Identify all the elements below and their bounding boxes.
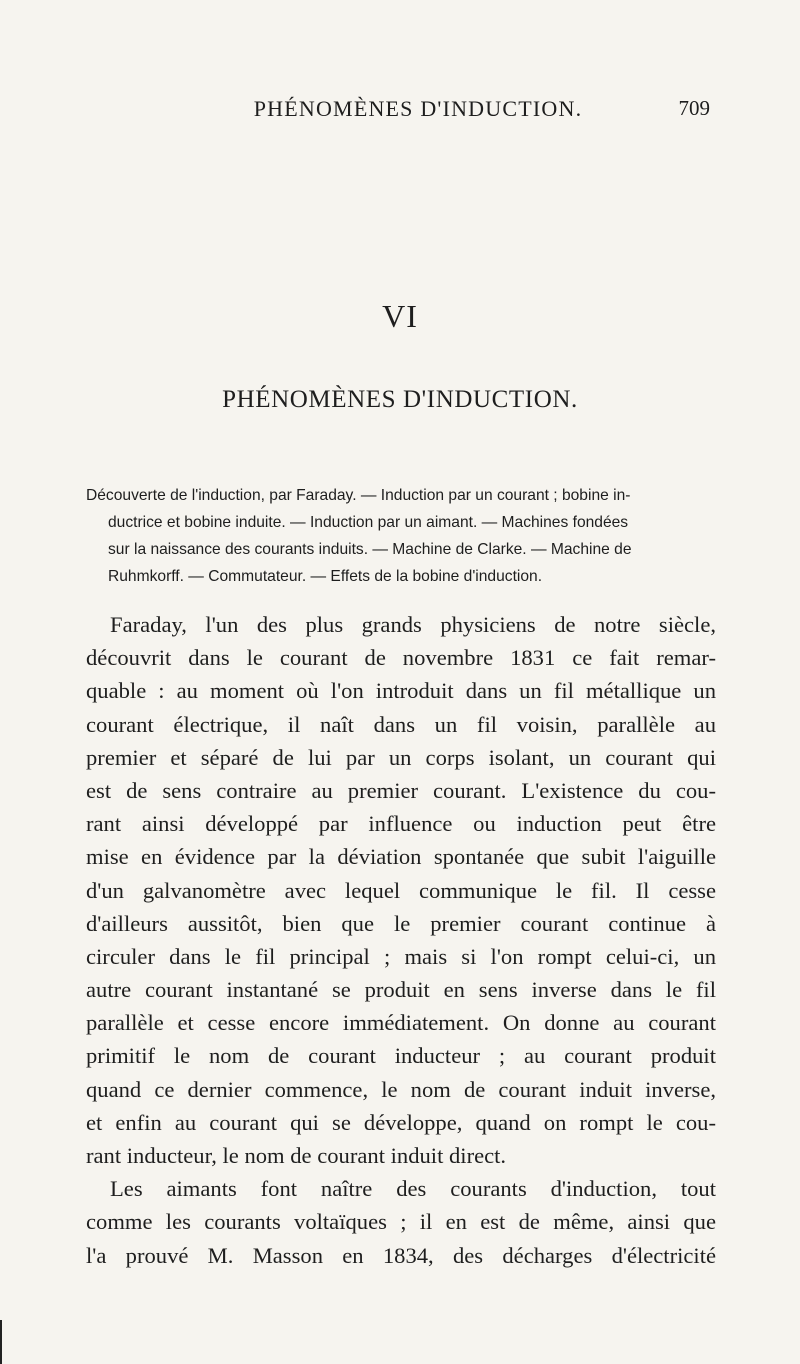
body-line: et enfin au courant qui se développe, quand on rompt le cou- [86,1109,716,1135]
chapter-number: VI [382,298,418,334]
body-line: d'un galvanomètre avec lequel communique le fil. Il cesse [86,877,716,903]
running-head [0,96,800,126]
body-line: premier et séparé de lui par un corps isolant, un courant qui [86,744,716,770]
body-line: l'a prouvé M. Masson en 1834, des décharges d'électricité [86,1242,716,1268]
summary-line: ductrice et bobine induite. — Induction par un aimant. — Machines fondées [108,514,629,531]
body-line: comme les courants voltaïques ; il en est de même, ainsi que [86,1209,716,1235]
body-line: est de sens contraire au premier courant. L'existence du cou- [86,777,716,803]
body-text [86,608,716,1272]
body-line: courant électrique, il naît dans un fil voisin, parallèle au [86,711,716,737]
body-line: Les aimants font naître des courants d'induction, tout [110,1176,716,1202]
body-line: découvrit dans le courant de novembre 1831 ce fait remar- [86,645,716,671]
summary-line: sur la naissance des courants induits. — Machine de Clarke. — Machine de [108,541,632,558]
page-number: 709 [678,96,710,120]
chapter-title: PHÉNOMÈNES D'INDUCTION. [222,386,578,413]
body-line: rant ainsi développé par influence ou induction peut être [86,811,716,837]
body-line: Faraday, l'un des plus grands physiciens de notre siècle, [110,612,716,637]
body-line: rant inducteur, le nom de courant induit direct. [86,1143,507,1168]
body-line: autre courant instantané se produit en sens inverse dans le fil [86,977,716,1003]
running-title: PHÉNOMÈNES D'INDUCTION. [253,96,583,121]
body-line: d'ailleurs aussitôt, bien que le premier courant continue à [86,910,716,936]
body-line: primitif le nom de courant inducteur ; au courant produit [86,1043,716,1069]
summary-line: Découverte de l'induction, par Faraday. — Induction par un courant ; bobine in- [86,487,631,504]
chapter-summary [86,482,716,590]
margin-rule [0,1320,2,1364]
body-line: quand ce dernier commence, le nom de courant induit inverse, [86,1076,716,1102]
body-line: circuler dans le fil principal ; mais si l'on rompt celui-ci, un [86,943,716,969]
summary-line: Ruhmkorff. — Commutateur. — Effets de la bobine d'induction. [108,568,543,585]
body-line: mise en évidence par la déviation spontanée que subit l'aiguille [86,844,716,870]
body-line: parallèle et cesse encore immédiatement. On donne au courant [86,1010,716,1036]
body-line: quable : au moment où l'on introduit dans un fil métallique un [86,678,716,704]
